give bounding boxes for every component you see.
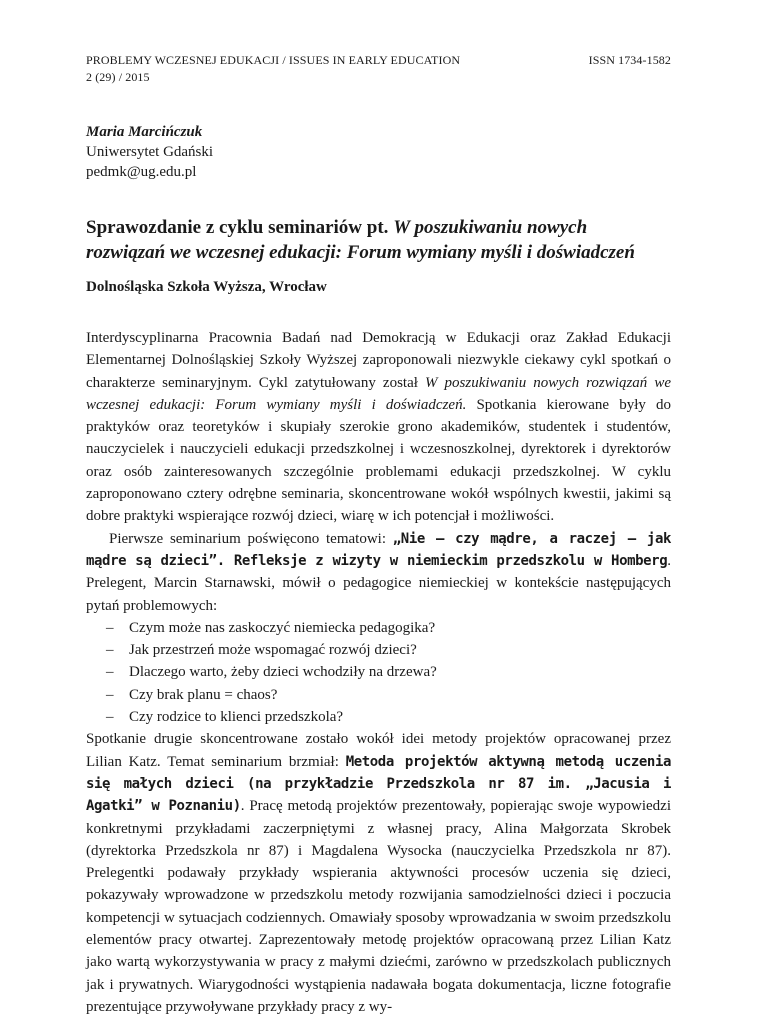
list-item: [106, 706, 671, 728]
question-text: Czy rodzice to klienci przedszkola?: [129, 709, 344, 726]
paragraph-2: [86, 528, 671, 617]
p1-text: Interdyscyplinarna Pracownia Badań nad Demokracją w Edukacji oraz Zakład Edukacji Elementarnej Dolnośląskiej Szkoły Wyższej zaproponowali niezwykle ciekawy cykl spotkań o charakterze seminaryjnym. Cykl zatytułowany został: [86, 330, 671, 391]
issn: ISSN 1734-1582: [588, 53, 671, 67]
question-text: Jak przestrzeń może wspomagać rozwój dzieci?: [129, 642, 417, 659]
p3-text-cont: . Pracę metodą projektów prezentowały, popierając swoje wypowiedzi konkretnymi przykładami zaczerpniętymi z własnej pracy, Alina Małgorzata Skrobek (dyrektorka Przedszkola nr 87) i Magdalena Wysocka (nauczycielka Przedszkola nr 87). Prelegentki podawały przykłady wspierania aktywności procesów uczenia się dzieci, pokazywały wprowadzone w przedszkolu metody rozwijania samodzielności dzieci i poczucia kompetencji w sytuacjach codziennych. Omawiały sposoby wprowadzania w swoim przedszkolu elementów pracy otwartej. Zaprezentowały metodę projektów opracowaną przez Lilian Katz jako wartą wykorzystywania w pracy z małymi dziećmi, zarówno w przedszkolach publicznych jak i prywatnych. Wiarygodności wystąpienia nadawała bogata dokumentacja, liczne fotografie prezentujące przywoływane przykłady pracy z wy-: [86, 798, 672, 1015]
journal-info: [86, 52, 460, 86]
dash: –: [106, 686, 114, 703]
p2-text: Pierwsze seminarium poświęcono tematowi:: [109, 530, 393, 547]
p3-text: Spotkanie drugie skoncentrowane zostało wokół idei metody projektów opracowanej przez Lilian Katz. Temat seminarium brzmiał:: [86, 731, 671, 770]
author-email[interactable]: pedmk@ug.edu.pl: [86, 164, 197, 180]
page: [86, 0, 671, 1018]
question-text: Dlaczego warto, żeby dzieci wchodziły na drzewa?: [129, 664, 437, 681]
p2-text-cont: . Prelegent, Marcin Starnawski, mówił o pedagogice niemieckiej w kontekście następujących pytań problemowych:: [86, 552, 671, 614]
p1-italic: W poszukiwaniu nowych rozwiązań we wczesnej edukacji: Forum wymiany myśli i doświadczeń.: [86, 374, 672, 413]
paragraph-3: [86, 728, 671, 1018]
paragraph-1: [86, 327, 671, 528]
question-list: [86, 617, 671, 728]
p1-text-cont: Spotkania kierowane były do praktyków oraz teoretyków i skupiały szerokie grono akademików, studentek i studentów, nauczycielek i nauczycieli edukacji przedszkolnej i wczesnoszkolnej, dyrektorek i dyrektorów oraz osób zainteresowanych szczególnie problemami edukacji przedszkolnej. W cyklu zaproponowano cztery odrębne seminaria, skoncentrowane wokół wspólnych kwestii, jakimi są dobre praktyki wspierające rozwój dzieci, wiarę w ich potencjał i możliwości.: [86, 396, 671, 525]
dash: –: [106, 619, 114, 636]
list-item: [106, 661, 671, 683]
p3-bold: Metoda projektów aktywną metodą uczenia się małych dzieci (na przykładzie Przedszkola nr 87 im. „Jacusia i Agatki” w Poznaniu): [86, 753, 672, 815]
running-header: [86, 52, 671, 92]
organization: Dolnośląska Szkoła Wyższa, Wrocław: [86, 279, 327, 295]
list-item: [106, 617, 671, 639]
title-plain: Sprawozdanie z cyklu seminariów pt.: [86, 217, 394, 238]
author-name: Maria Marcińczuk: [86, 124, 203, 140]
article-body: [86, 327, 671, 1018]
dash: –: [106, 642, 114, 659]
p2-bold: „Nie – czy mądre, a raczej – jak mądre są dzieci”. Refleksje z wizyty w niemieckim przedszkolu w Homberg: [86, 530, 671, 569]
article-title: [86, 215, 671, 265]
journal-issue: 2 (29) / 2015: [86, 70, 150, 84]
author-block: [86, 122, 671, 182]
journal-name: PROBLEMY WCZESNEJ EDUKACJI / ISSUES IN EARLY EDUCATION: [86, 53, 461, 67]
list-item: [106, 639, 671, 661]
title-italic: W poszukiwaniu nowych rozwiązań we wczesnej edukacji: Forum wymiany myśli i doświadczeń: [86, 217, 635, 263]
author-affiliation: Uniwersytet Gdański: [86, 144, 214, 160]
question-text: Czy brak planu = chaos?: [129, 686, 278, 703]
dash: –: [106, 664, 114, 681]
dash: –: [106, 709, 114, 726]
list-item: [106, 684, 671, 706]
question-text: Czym może nas zaskoczyć niemiecka pedagogika?: [129, 619, 436, 636]
